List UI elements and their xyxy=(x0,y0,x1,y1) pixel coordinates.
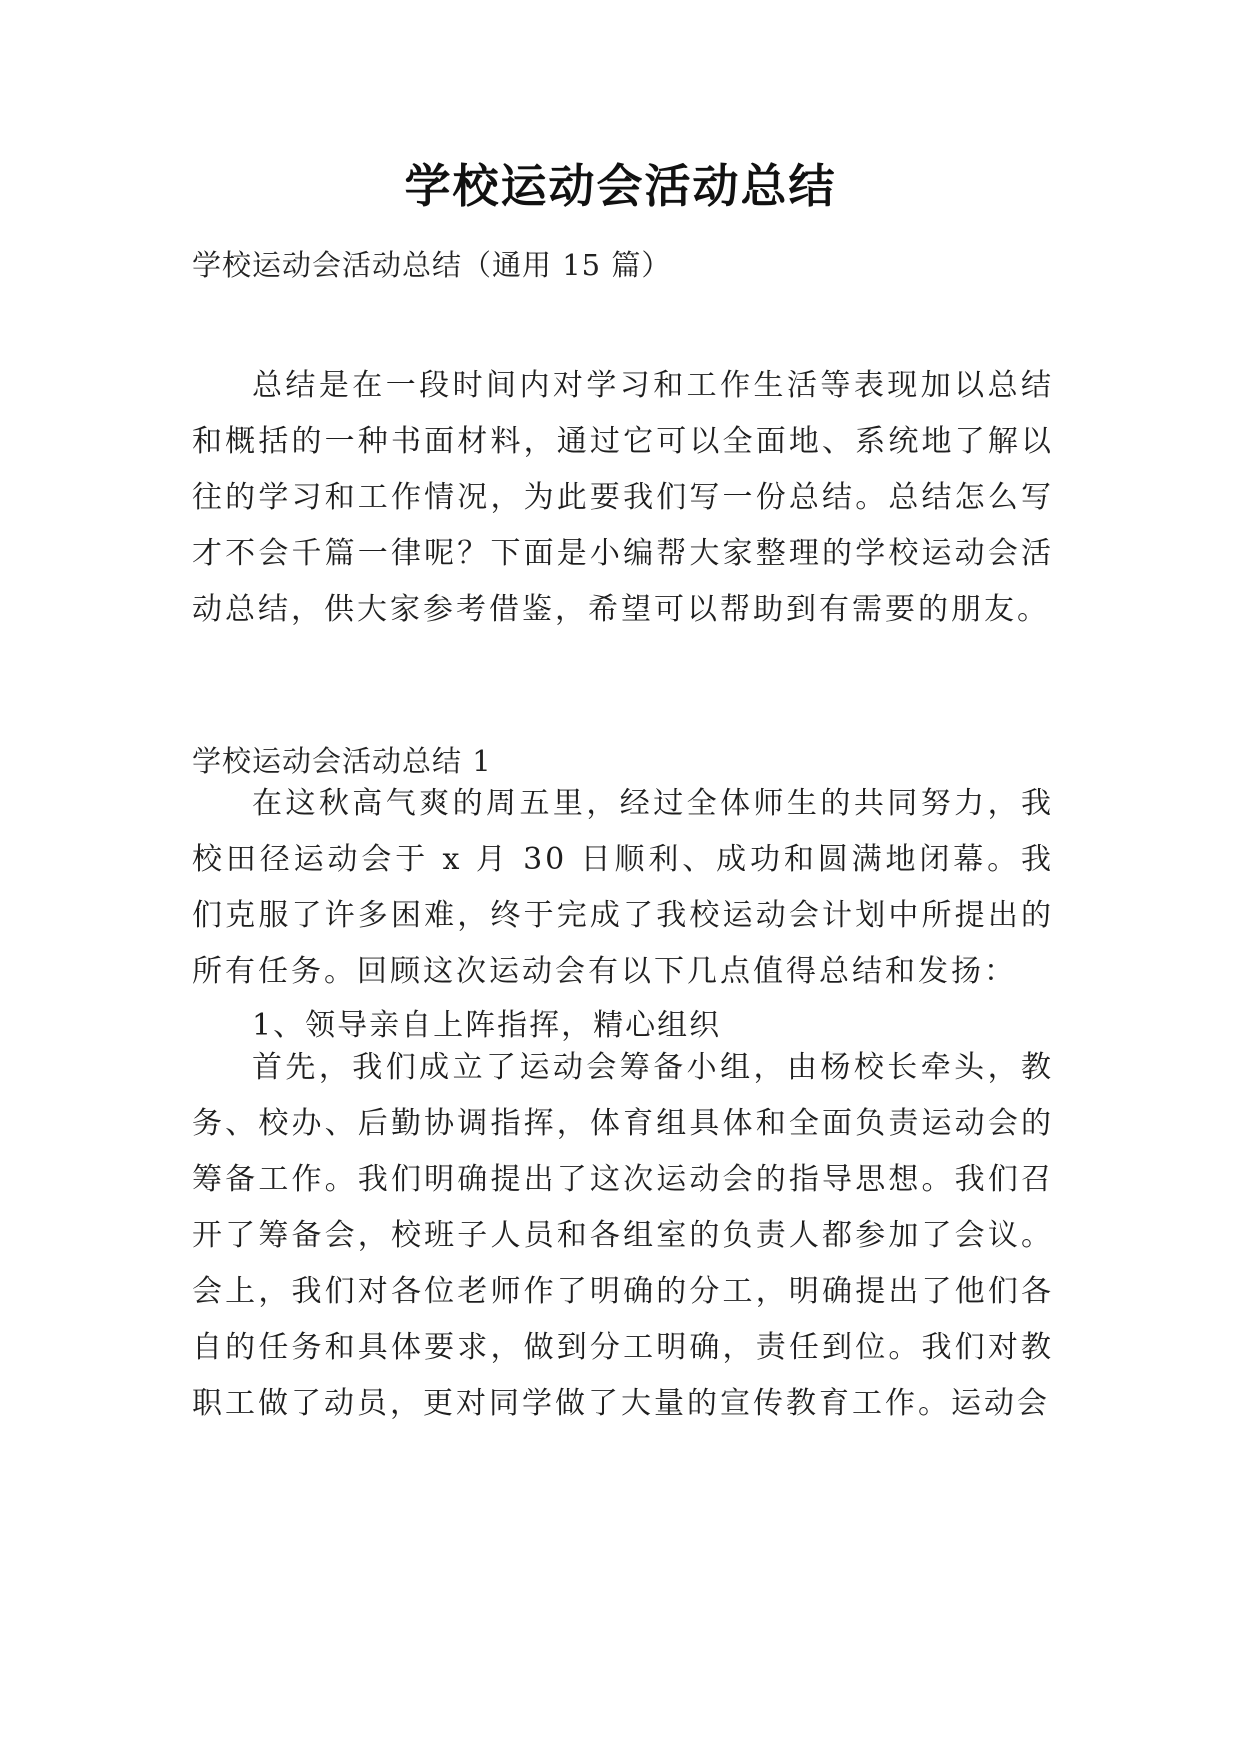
section-list-item: 1、领导亲自上阵指挥，精心组织 xyxy=(252,1008,722,1043)
section-heading: 学校运动会活动总结 1 xyxy=(192,744,492,778)
section-paragraph: 首先，我们成立了运动会筹备小组，由杨校长牵头，教务、校办、后勤协调指挥，体育组具体和全面负责运动会的筹备工作。我们明确提出了这次运动会的指导思想。我们召开了筹备会，校班子人员和各组室的负责人都参加了会议。会上，我们对各位老师作了明确的分工，明确提出了他们各自的任务和具体要求，做到分工明确，责任到位。我们对教职工做了动员，更对同学做了大量的宣传教育工作。运动会 xyxy=(192,1050,1054,1421)
intro-paragraph: 总结是在一段时间内对学习和工作生活等表现加以总结和概括的一种书面材料，通过它可以全面地、系统地了解以往的学习和工作情况，为此要我们写一份总结。总结怎么写才不会千篇一律呢？下面是小编帮大家整理的学校运动会活动总结，供大家参考借鉴，希望可以帮助到有需要的朋友。 xyxy=(192,368,1054,627)
document-subtitle: 学校运动会活动总结（通用 15 篇） xyxy=(192,248,672,282)
section-paragraph: 在这秋高气爽的周五里，经过全体师生的共同努力，我校田径运动会于 x 月 30 日顺利、成功和圆满地闭幕。我们克服了许多困难，终于完成了我校运动会计划中所提出的所有任务。回顾这次运动会有以下几点值得总结和发扬： xyxy=(192,786,1054,989)
document-title: 学校运动会活动总结 xyxy=(404,159,837,213)
